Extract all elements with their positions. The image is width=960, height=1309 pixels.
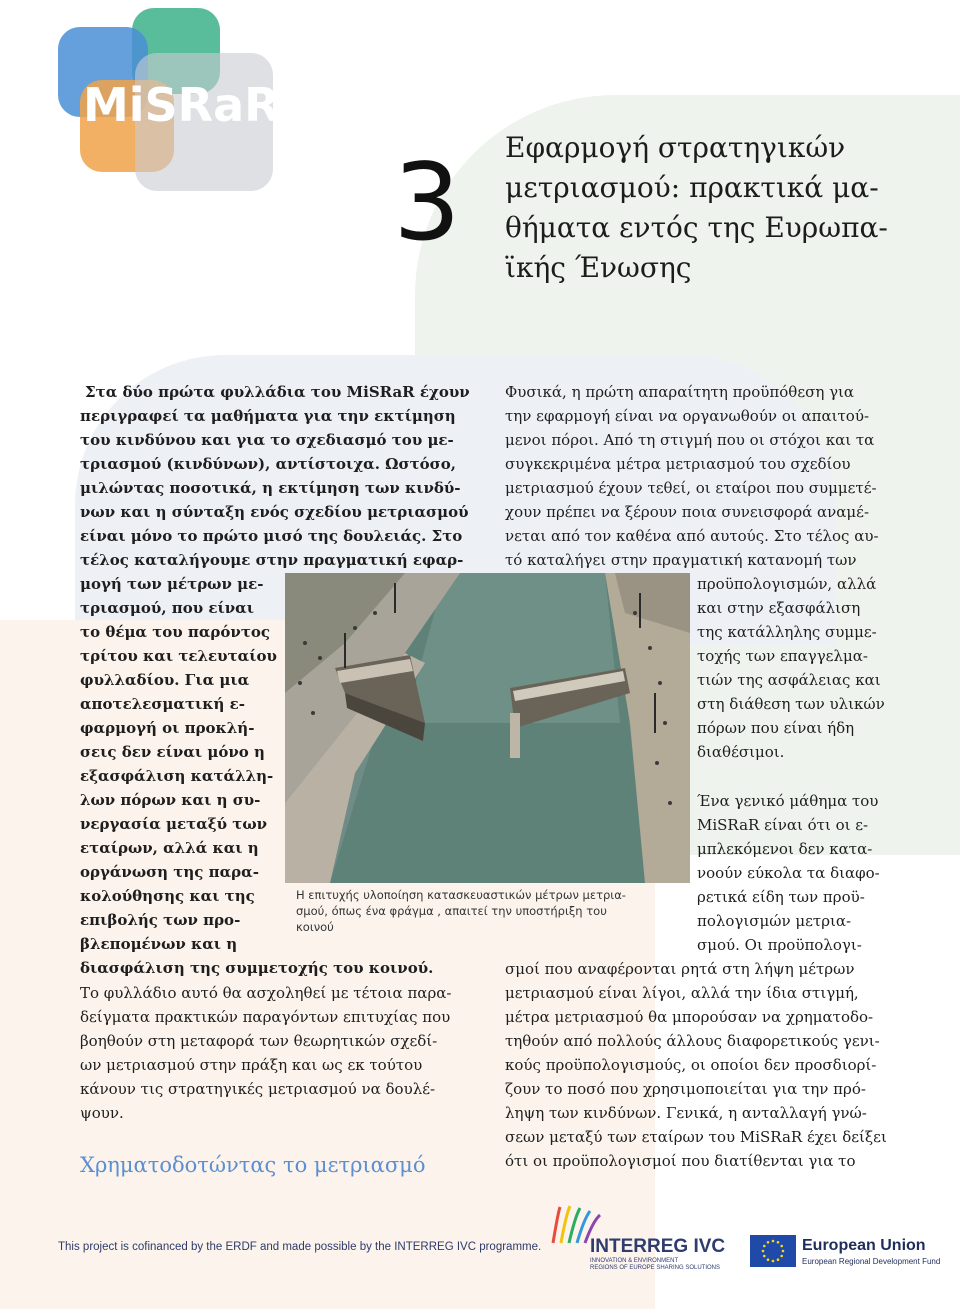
text-line: πολογισμών μετρια- — [697, 912, 852, 930]
text-line: σμοί που αναφέρονται ρητά στη λήψη μέτρων — [505, 960, 855, 978]
paragraph-lesson-narrow — [697, 789, 897, 957]
text-line: πόρων που είναι ήδη — [697, 719, 855, 737]
text-line: περιγραφεί τα μαθήματα για την εκτίμηση — [80, 407, 456, 425]
text-line: προϋπολογισμών, αλλά — [697, 575, 877, 593]
text-line: διαθέσιμοι. — [697, 743, 785, 761]
text-line: βλεπομένων και η — [80, 935, 238, 953]
text-line: σεις δεν είναι μόνο η — [80, 743, 265, 761]
text-line: τοχής των επαγγελμα- — [697, 647, 868, 665]
text-line: του κινδύνου και για το σχεδιασμό του με- — [80, 431, 454, 449]
eu-fund-name: European Regional Development Fund — [802, 1257, 941, 1266]
text-line: μετριασμού έχουν τεθεί, οι εταίροι που συμμετέ- — [505, 479, 877, 497]
text-line: εξασφάλιση κατάλλη- — [80, 767, 274, 785]
misrar-logo — [55, 5, 280, 200]
chapter-title-line: μετριασμού: πρακτικά μα- — [505, 171, 879, 204]
eu-logo — [750, 1235, 960, 1275]
text-line: ζουν το ποσό που χρησιμοποιείται για την πρό- — [505, 1080, 866, 1098]
text-line: κούς προϋπολογισμούς, οι οποίοι δεν προσδιορί- — [505, 1056, 877, 1074]
text-line: ληψη των κινδύνων. Γενικά, η ανταλλαγή γνώ- — [505, 1104, 867, 1122]
text-line: Το φυλλάδιο αυτό θα ασχοληθεί με τέτοια παρα- — [80, 984, 452, 1002]
text-line: οργάνωση της παρα- — [80, 863, 259, 881]
text-line: λων πόρων και η συ- — [80, 791, 261, 809]
logo-wordmark — [55, 5, 280, 200]
text-line: επιβολής των προ- — [80, 911, 241, 929]
text-line: κάνουν τις στρατηγικές μετριασμού να δουλέ- — [80, 1080, 436, 1098]
chapter-title-line: θήματα εντός της Ευρωπα- — [505, 211, 888, 244]
text-line: αποτελεσματική ε- — [80, 695, 246, 713]
text-line: MiSRaR είναι ότι οι ε- — [697, 816, 869, 834]
text-line: νων και η σύνταξη ενός σχεδίου μετριασμού — [80, 503, 469, 521]
chapter-title — [505, 128, 905, 288]
text-line: μιλώντας ποσοτικά, η εκτίμηση των κινδύ- — [80, 479, 461, 497]
text-line: ψουν. — [80, 1104, 124, 1122]
text-line: ρετικά είδη των προϋ- — [697, 888, 865, 906]
text-line: τό καταλήγει στην πραγματική κατανομή των — [505, 551, 857, 569]
text-line: μενοι πόροι. Από τη στιγμή που οι στόχοι και τα — [505, 431, 875, 449]
text-line: τρίτου και τελευταίου — [80, 647, 277, 665]
text-line: δείγματα πρακτικών παραγόντων επιτυχίας που — [80, 1008, 451, 1026]
interreg-tagline: INNOVATION & ENVIRONMENT REGIONS OF EUROPE SHARING SOLUTIONS — [590, 1258, 721, 1271]
text-line: διασφάλιση της συμμετοχής του κοινού. — [80, 959, 434, 977]
text-line: κολούθησης και της — [80, 887, 255, 905]
chapter-title-line: ϊκής Ένωσης — [505, 251, 692, 284]
text-line: φυλλαδίου. Για μια — [80, 671, 250, 689]
text-line: σεων μεταξύ των εταίρων του MiSRaR έχει δείξει — [505, 1128, 887, 1146]
text-line: βοηθούν στη μεταφορά των θεωρητικών σχεδί- — [80, 1032, 438, 1050]
caption-line: σμού, όπως ένα φράγμα , απαιτεί την υποστήριξη του — [296, 904, 607, 918]
text-line: τριασμού, που είναι — [80, 599, 254, 617]
text-line: νεται από τον καθένα από αυτούς. Στο τέλος αυ- — [505, 527, 879, 545]
paragraph-resources-narrow — [697, 572, 897, 764]
text-line: χουν πρέπει να ξέρουν ποια συνεισφορά αναμέ- — [505, 503, 870, 521]
text-line: σμού. Οι προϋπολογι- — [697, 936, 862, 954]
text-line: τιών της ασφάλειας και — [697, 671, 881, 689]
text-line: είναι μόνο το πρώτο μισό της δουλειάς. Στο — [80, 527, 463, 545]
text-line: Ένα γενικό μάθημα του — [697, 792, 879, 810]
caption-line: κοινού — [296, 920, 334, 934]
text-line: της κατάλληλης συμμε- — [697, 623, 877, 641]
text-line: μογή των μέτρων με- — [80, 575, 264, 593]
text-line: εταίρων, αλλά και η — [80, 839, 259, 857]
text-line: την εφαρμογή είναι να οργανωθούν οι απαιτού- — [505, 407, 870, 425]
text-line: το θέμα του παρόντος — [80, 623, 271, 641]
section-heading-financing: Χρηματοδοτώντας το μετριασμό — [80, 1153, 426, 1177]
text-line: φαρμογή οι προκλή- — [80, 719, 255, 737]
text-line: τριασμού (κινδύνων), αντίστοιχα. Ωστόσο, — [80, 455, 456, 473]
paragraph-budgets — [505, 957, 895, 1173]
eu-name: European Union — [802, 1237, 926, 1254]
text-line: ότι οι προϋπολογισμοί που διατίθενται για το — [505, 1152, 856, 1170]
text-line: νοούν εύκολα τα διαφο- — [697, 864, 880, 882]
caption-line: Η επιτυχής υλοποίηση κατασκευαστικών μέτρων μετρια- — [296, 888, 626, 902]
photo-caption — [296, 887, 661, 935]
chapter-number: 3 — [393, 141, 461, 264]
text-line: συγκεκριμένα μέτρα μετριασμού του σχεδίου — [505, 455, 851, 473]
svg-text:MiSRaR: MiSRaR — [83, 78, 280, 132]
text-line: και στην εξασφάλιση — [697, 599, 861, 617]
text-line: νεργασία μεταξύ των — [80, 815, 268, 833]
paragraph-resources — [505, 380, 895, 572]
text-line: τηθούν από πολλούς άλλους διαφορετικούς γενι- — [505, 1032, 880, 1050]
text-line: στη διάθεση των υλικών — [697, 695, 885, 713]
text-line: ων μετριασμού στην πράξη και ως εκ τούτου — [80, 1056, 423, 1074]
funding-statement: This project is cofinanced by the ERDF and made possible by the INTERREG IVC programme. — [58, 1241, 542, 1253]
interreg-name: INTERREG IVC — [590, 1236, 726, 1257]
text-line: μέτρα μετριασμού θα μπορούσαν να χρηματοδο- — [505, 1008, 874, 1026]
text-line: μπλεκόμενοι δεν κατα- — [697, 840, 873, 858]
text-line: τέλος καταλήγουμε στην πραγματική εφαρ- — [80, 551, 464, 569]
text-line: Φυσικά, η πρώτη απαραίτητη προϋπόθεση για — [505, 383, 855, 401]
canal-lock-photo — [285, 573, 690, 883]
chapter-title-line: Εφαρμογή στρατηγικών — [505, 131, 846, 164]
eu-flag-icon — [750, 1235, 796, 1267]
text-line: Στα δύο πρώτα φυλλάδια του MiSRaR έχουν — [85, 383, 470, 401]
paragraph-practical-factors — [80, 981, 475, 1125]
text-line: μετριασμού είναι λίγοι, αλλά την ίδια στιγμή, — [505, 984, 859, 1002]
interreg-logo — [548, 1203, 748, 1273]
